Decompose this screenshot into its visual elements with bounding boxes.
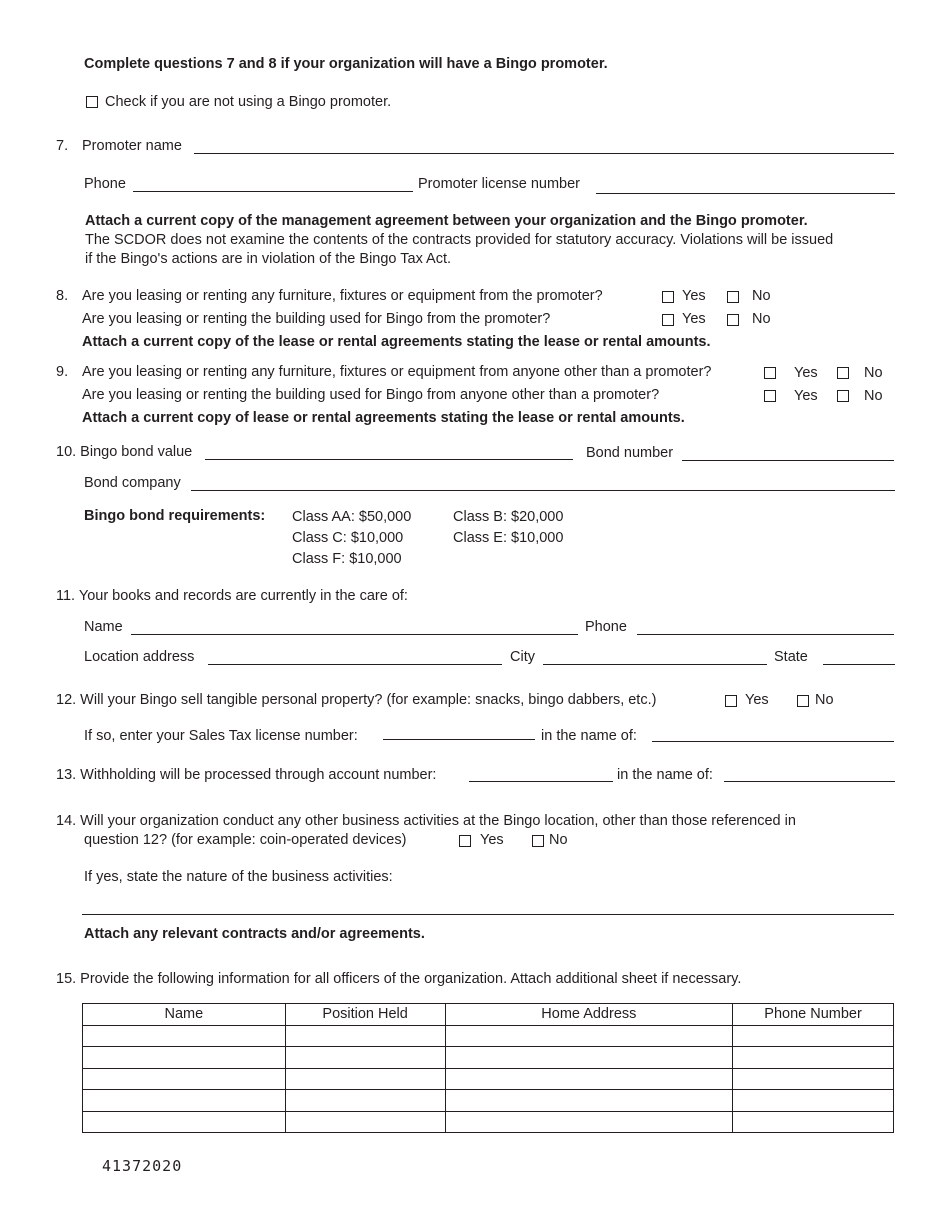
bond-req-class-c: Class C: $10,000 [292,530,404,546]
bond-req-class-e: Class E: $10,000 [453,530,564,546]
q8-building-question: Are you leasing or renting the building used for Bingo from the promoter? [82,311,551,327]
bond-number-label: Bond number [586,445,674,461]
no-label: No [864,365,883,381]
yes-label: Yes [682,288,706,304]
officer-name-cell[interactable] [83,1025,286,1047]
table-row [83,1111,894,1133]
bond-req-class-f: Class F: $10,000 [292,551,402,567]
yes-label: Yes [794,365,818,381]
q11-question: 11. Your books and records are currently in the care of: [56,588,408,604]
withholding-name-of-field[interactable] [724,781,895,782]
q9-equipment-question: Are you leasing or renting any furniture, fixtures or equipment from anyone other than a promoter? [82,364,712,380]
q8-equipment-yes-checkbox[interactable] [662,291,674,303]
officer-name-cell[interactable] [83,1111,286,1133]
promoter-phone-label: Phone [84,176,126,192]
sales-tax-name-of-label: in the name of: [541,728,637,744]
withholding-label: 13. Withholding will be processed through account number: [56,767,437,783]
bond-company-field[interactable] [191,490,895,491]
table-row [83,1090,894,1112]
q8-attach-note: Attach a current copy of the lease or rental agreements stating the lease or rental amounts. [82,334,711,350]
form-code: 41372020 [102,1157,183,1175]
state-field[interactable] [823,664,895,665]
q7-number: 7. [56,138,69,154]
bond-value-label: 10. Bingo bond value [56,444,193,460]
management-agreement-note: Attach a current copy of the management agreement between your organization and the Bingo promoter. [85,213,808,229]
q14-yes-checkbox[interactable] [459,835,471,847]
officer-name-cell[interactable] [83,1090,286,1112]
q9-attach-note: Attach a current copy of lease or rental agreements stating the lease or rental amounts. [82,410,685,426]
q9-building-question: Are you leasing or renting the building used for Bingo from anyone other than a promoter? [82,387,660,403]
city-field[interactable] [543,664,767,665]
no-label: No [815,692,834,708]
scdor-note-line: The SCDOR does not examine the contents of the contracts provided for statutory accuracy. Violations will be issued [85,232,834,248]
sales-tax-license-label: If so, enter your Sales Tax license number: [84,728,358,744]
officer-address-cell[interactable] [445,1047,733,1069]
city-label: City [510,649,535,665]
bond-req-class-aa: Class AA: $50,000 [292,509,412,525]
officer-address-cell[interactable] [445,1025,733,1047]
q9-building-yes-checkbox[interactable] [764,390,776,402]
table-row [83,1025,894,1047]
officer-phone-cell[interactable] [733,1090,894,1112]
q9-number: 9. [56,364,69,380]
officer-address-cell[interactable] [445,1068,733,1090]
table-row [83,1068,894,1090]
promoter-license-field[interactable] [596,193,895,194]
column-header-address: Home Address [445,1004,733,1026]
scdor-note-line: if the Bingo's actions are in violation of the Bingo Tax Act. [85,251,452,267]
officer-position-cell[interactable] [285,1047,445,1069]
officers-table [82,1003,894,1133]
column-header-position: Position Held [285,1004,445,1026]
officer-phone-cell[interactable] [733,1025,894,1047]
q15-question: 15. Provide the following information for all officers of the organization. Attach additional sheet if necessary. [56,971,742,987]
no-label: No [549,832,568,848]
column-header-phone: Phone Number [733,1004,894,1026]
q9-building-no-checkbox[interactable] [837,390,849,402]
yes-label: Yes [745,692,769,708]
column-header-name: Name [83,1004,286,1026]
officer-phone-cell[interactable] [733,1068,894,1090]
yes-label: Yes [682,311,706,327]
records-name-label: Name [84,619,123,635]
sales-tax-license-field[interactable] [383,739,535,740]
no-label: No [752,288,771,304]
business-activities-label: If yes, state the nature of the business activities: [84,869,393,885]
q9-equipment-no-checkbox[interactable] [837,367,849,379]
promoter-name-label: Promoter name [82,138,182,154]
q12-no-checkbox[interactable] [797,695,809,707]
bond-requirements-label: Bingo bond requirements: [84,508,266,524]
contracts-attach-note: Attach any relevant contracts and/or agreements. [84,926,425,942]
no-label: No [864,388,883,404]
no-promoter-label: Check if you are not using a Bingo promoter. [105,94,392,110]
promoter-name-field[interactable] [194,153,894,154]
bond-number-field[interactable] [682,460,894,461]
q14-no-checkbox[interactable] [532,835,544,847]
state-label: State [774,649,808,665]
officer-name-cell[interactable] [83,1047,286,1069]
officer-address-cell[interactable] [445,1090,733,1112]
sales-tax-name-of-field[interactable] [652,741,894,742]
location-address-label: Location address [84,649,195,665]
business-activities-field[interactable] [82,914,894,915]
q8-building-yes-checkbox[interactable] [662,314,674,326]
officer-position-cell[interactable] [285,1025,445,1047]
officer-position-cell[interactable] [285,1090,445,1112]
section-heading: Complete questions 7 and 8 if your organization will have a Bingo promoter. [84,56,608,72]
officer-phone-cell[interactable] [733,1111,894,1133]
officer-position-cell[interactable] [285,1111,445,1133]
promoter-phone-field[interactable] [133,191,413,192]
table-header-row [83,1004,894,1026]
table-row [83,1047,894,1069]
records-phone-label: Phone [585,619,627,635]
promoter-license-label: Promoter license number [418,176,580,192]
officer-address-cell[interactable] [445,1111,733,1133]
q8-number: 8. [56,288,69,304]
q9-equipment-yes-checkbox[interactable] [764,367,776,379]
no-label: No [752,311,771,327]
q14-question: 14. Will your organization conduct any other business activities at the Bingo location, other than those referenced in [56,813,796,829]
q12-question: 12. Will your Bingo sell tangible personal property? (for example: snacks, bingo dabbers, etc.) [56,692,657,708]
officer-position-cell[interactable] [285,1068,445,1090]
withholding-name-of-label: in the name of: [617,767,713,783]
yes-label: Yes [480,832,504,848]
records-phone-field[interactable] [637,634,894,635]
no-promoter-checkbox[interactable] [86,96,98,108]
q14-question-cont: question 12? (for example: coin-operated devices) [84,832,407,848]
yes-label: Yes [794,388,818,404]
q12-yes-checkbox[interactable] [725,695,737,707]
q8-equipment-question: Are you leasing or renting any furniture, fixtures or equipment from the promoter? [82,288,603,304]
location-address-field[interactable] [208,664,502,665]
bond-req-class-b: Class B: $20,000 [453,509,564,525]
q8-building-no-checkbox[interactable] [727,314,739,326]
bond-company-label: Bond company [84,475,181,491]
q8-equipment-no-checkbox[interactable] [727,291,739,303]
officer-phone-cell[interactable] [733,1047,894,1069]
bond-value-field[interactable] [205,459,573,460]
records-name-field[interactable] [131,634,578,635]
officer-name-cell[interactable] [83,1068,286,1090]
withholding-account-field[interactable] [469,781,613,782]
